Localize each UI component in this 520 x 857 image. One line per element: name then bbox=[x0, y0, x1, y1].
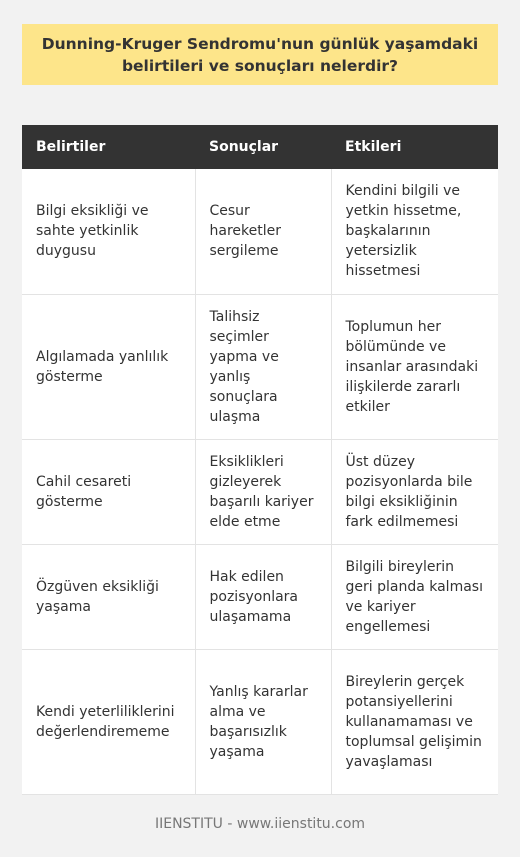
header-row bbox=[22, 125, 498, 169]
cell-etki: Toplumun her bölümünde ve insanlar arasındaki ilişkilerde zararlı etkiler bbox=[331, 294, 498, 439]
symptoms-table bbox=[22, 125, 498, 795]
header-etkileri: Etkileri bbox=[331, 125, 498, 169]
header-belirtiler: Belirtiler bbox=[22, 125, 195, 169]
cell-etki: Üst düzey pozisyonlarda bile bilgi eksikliğinin fark edilmemesi bbox=[331, 439, 498, 544]
cell-sonuc: Eksiklikleri gizleyerek başarılı kariyer elde etme bbox=[195, 439, 331, 544]
footer-credit: IIENSTITU - www.iienstitu.com bbox=[154, 816, 366, 832]
table-row bbox=[22, 439, 498, 544]
cell-sonuc: Cesur hareketler sergileme bbox=[195, 169, 331, 294]
cell-etki: Kendini bilgili ve yetkin hissetme, başkalarının yetersizlik hissetmesi bbox=[331, 169, 498, 294]
page-title: Dunning-Kruger Sendromu'nun günlük yaşamdaki belirtileri ve sonuçları nelerdir? bbox=[22, 24, 498, 85]
table-row bbox=[22, 649, 498, 794]
cell-etki: Bilgili bireylerin geri planda kalması ve kariyer engellemesi bbox=[331, 544, 498, 649]
cell-sonuc: Hak edilen pozisyonlara ulaşamama bbox=[195, 544, 331, 649]
cell-belirti: Bilgi eksikliği ve sahte yetkinlik duygusu bbox=[22, 169, 195, 294]
cell-belirti: Algılamada yanlılık gösterme bbox=[22, 294, 195, 439]
cell-belirti: Özgüven eksikliği yaşama bbox=[22, 544, 195, 649]
cell-sonuc: Talihsiz seçimler yapma ve yanlış sonuçlara ulaşma bbox=[195, 294, 331, 439]
table-header bbox=[22, 125, 498, 169]
table-row bbox=[22, 294, 498, 439]
cell-belirti: Kendi yeterliliklerini değerlendirememe bbox=[22, 649, 195, 794]
table-body bbox=[22, 169, 498, 794]
table-row bbox=[22, 544, 498, 649]
cell-belirti: Cahil cesareti gösterme bbox=[22, 439, 195, 544]
cell-etki: Bireylerin gerçek potansiyellerini kullanamaması ve toplumsal gelişimin yavaşlaması bbox=[331, 649, 498, 794]
header-sonuclar: Sonuçlar bbox=[195, 125, 331, 169]
cell-sonuc: Yanlış kararlar alma ve başarısızlık yaşama bbox=[195, 649, 331, 794]
table-row bbox=[22, 169, 498, 294]
